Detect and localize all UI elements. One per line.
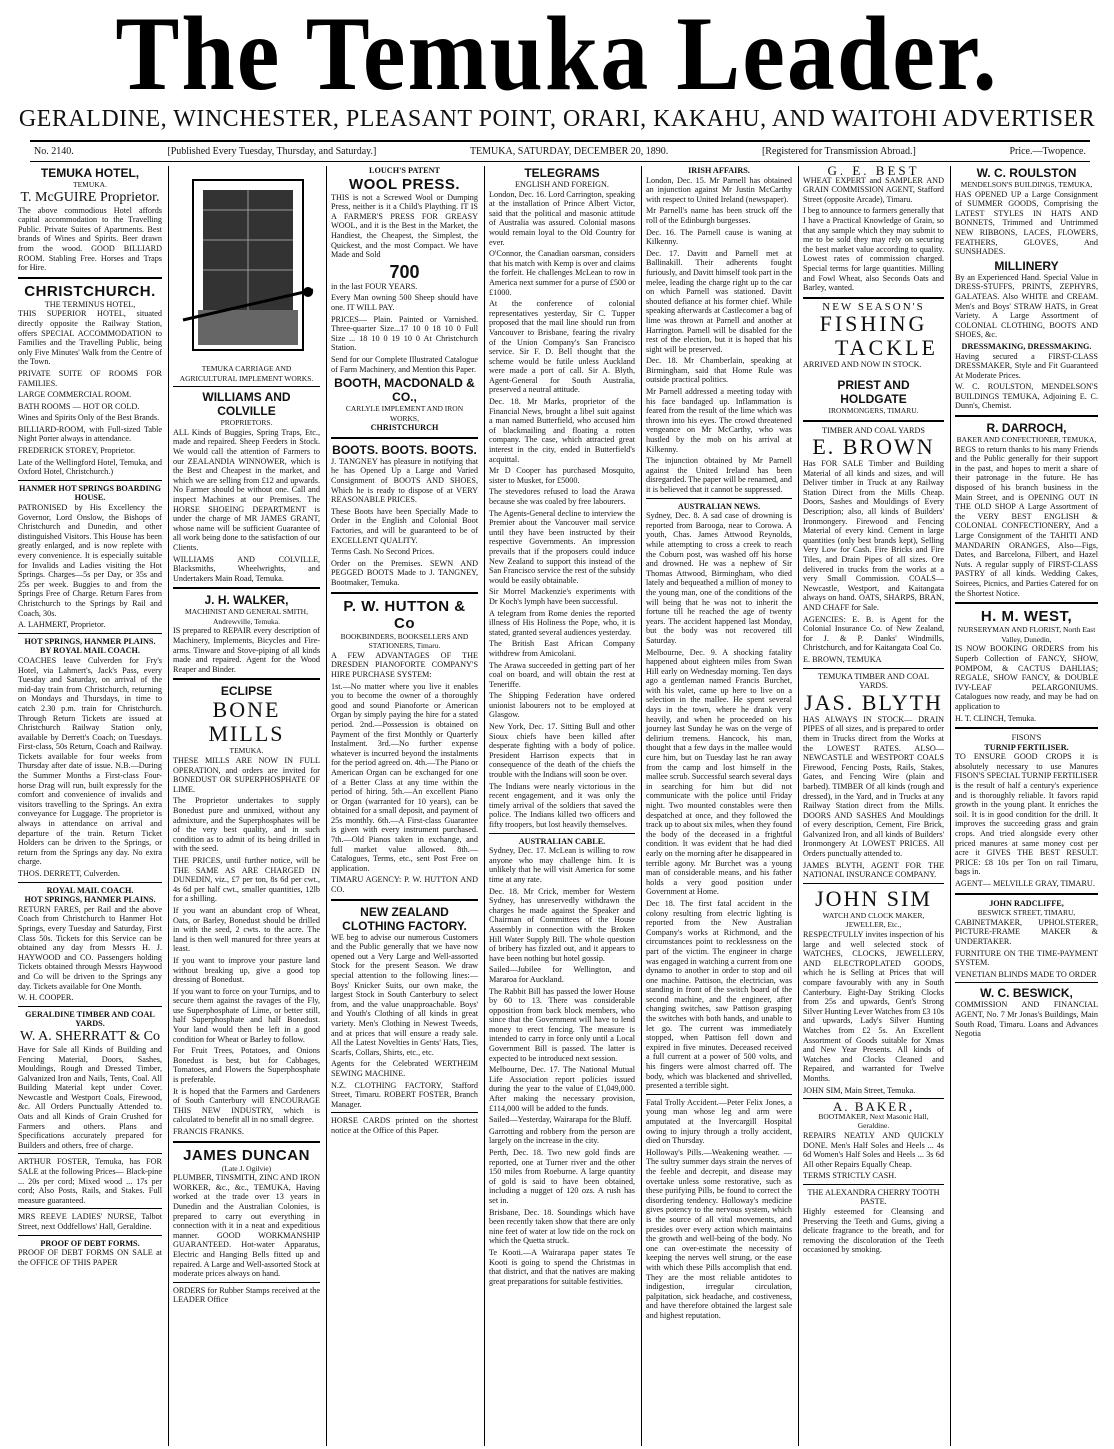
divider	[18, 277, 162, 279]
section-heading: AUSTRALIAN NEWS.	[677, 501, 761, 511]
ad-body: By an Experienced Hand. Special Value in DRESS-STUFFS, PRINTS, ZEPHYRS, GALATEAS. Also WHITE and CREAM. Men's and Boys' STRAW HATS, in Great Variety. A Large Assortment of COLONIAL CLOTHING, BOOTS AND SHOES, &c.	[955, 272, 1098, 340]
ad-heading: JAMES DUNCAN	[183, 1146, 310, 1164]
ad-subheading: BOOTMAKER, Next Masonic Hall, Geraldine.	[818, 1111, 929, 1131]
divider	[18, 633, 162, 634]
news-item: Holloway's Pills.—Weakening weather. —The sultry summer days strain the nerves of the feeble and decrepit, and disease may overtake unless some restorative, such as these purifying Pills, be found to correct the disordering tendency. Holloway's medicine gives potency to the nervous system, which is the source of all vital movements, and presides over every action which maintains the growth and well-being of the body. No one can over-estimate the necessity of keeping the nerves well strung, or the ease with which these Pills accomplish that end. They are the most reliable antidotes to indigestion, irregular circulation, palpitation, sick headache, and costiveness, and have therefore obtained the largest sale and highest reputation.	[646, 1147, 792, 1320]
column-5	[641, 166, 796, 1446]
news-item: Sir Morrel Mackenzie's experiments with Dr Koch's lymph have been successful.	[489, 587, 635, 606]
ad-heading: W. C. BESWICK,	[980, 986, 1073, 1001]
ad-body: MRS REEVE LADIES' NURSE, Talbot Street, next Oddfellows' Hall, Geraldine.	[18, 1212, 162, 1231]
ad-body: in the last FOUR YEARS.	[331, 281, 418, 291]
column-2	[168, 166, 324, 1446]
ad-body: If you want an abundant crop of Wheat, Oats, or Barley, Bonedust should be drilled in with the seed, 2 cwts. to the acre. The land is then well manured for three years at least.	[173, 905, 320, 954]
ad-heading: TEMUKA TIMBER AND COAL YARDS.	[817, 671, 930, 691]
ad-body: These Boots have been Specially Made to Order in the English and Colonial Boot Factories, and will be guaranteed to be of EXCELLENT QUALITY.	[331, 506, 478, 545]
column-6	[798, 166, 948, 1446]
news-item: The Rabbit Bill has passed the lower House by 60 to 13. There was considerable opposition from back block members, who since that the Government will have to lend money to erect fencing. The measure is intended to carry in force only until a Local Government Bill is passed. The latter is expected to be introduced next session.	[489, 986, 635, 1063]
ad-heading: TEMUKA HOTEL,	[40, 166, 140, 180]
divider	[18, 1153, 162, 1154]
ad-signature: FREDERICK STOREY, Proprietor.	[18, 446, 136, 456]
news-item: The Shipping Federation have ordered unionist labourers not to be employed at Glasgow.	[489, 691, 635, 720]
ad-subheading: PROPRIETORS.	[220, 418, 273, 428]
ad-signature: THOS. DERRETT, Culverden.	[18, 869, 120, 878]
ad-body: IS NOW BOOKING ORDERS from his Superb Collection of FANCY, SHOW, POMPOM, & CACTUS DAHLIAS; REGALE, SHOW FANCY, & DOUBLE IVY-LEAF PELARGONIUMS. Catalogues now ready, and may be had on application to	[955, 644, 1098, 711]
ad-body: HAS OPENED UP a Large Consignment of SUMMER GOODS, Comprising the LATEST STYLES IN HATS AND BONNETS, Trimmed and Untrimmed NEW RIBBONS, LACES, FLOWERS, FEATHERS, GLOVES, And SUNSHADES.	[955, 189, 1098, 257]
divider	[173, 1141, 320, 1143]
section-subheading: ENGLISH AND FOREIGN.	[515, 180, 609, 189]
news-item: Sydney, Dec. 8. A sad case of drowning is reported from Barooga, near to Corowa. A youth, Chas. James Attwood Reynolds, while attempting to cross a creek to reach the Coburn post, was washed off his horse and drowned. He was a nephew of Sir Thomas Attwood, Birmingham, who died lately and bequeathed a million of money to the young man, one of the conditions of the will being that he was not to inherit the fortune till he reached the age of twenty years. The accident happened last Monday, but the body was not recovered till Saturday.	[646, 511, 792, 645]
news-item: Dec. 17. Davitt and Parnell met at Ballinakill. Their adherents fought furiously, and Davitt himself took part in the melee, leading the charge right up to the car on which Parnell was stationed. Davitt shouted defiance at his former chief. While speaking afterwards at Castlecomer a bag of lime was thrown at Parnell and another at Harrington. Parnell will be disabled for the rest of the election, but it is hoped that his sight will be preserved.	[646, 248, 792, 354]
ad-heading: HOT SPRINGS, HANMER PLAINS.	[24, 895, 156, 905]
wool-press-illustration	[173, 170, 323, 360]
ad-body: WE beg to advise our numerous Customers and the Public generally that we have now opened out a Very Large and Well-assorted Stock for the present Season. We draw special attention to the following lines:— Boys' Knicker Suits, our own make, the largest Stock in South Canterbury to select from, and the value unapproachable. Boys' and Youth's Clothing of all kinds in great variety. Men's Clothing in Newest Tweeds, and at prices that will ensure a ready sale. All the Latest Novelties in Gents' Hats, Ties, Scarfs, Collars, Shirts, etc., etc.	[331, 932, 478, 1057]
divider	[173, 386, 320, 387]
ad-heading: GERALDINE TIMBER AND COAL YARDS.	[25, 1009, 155, 1029]
ad-body: PATRONISED by His Excellency the Governor, Lord Onslow, the Bishops of Christchurch and Dunedin, and other distinguished Visitors. This House has been greatly enlarged, and is now replete with every convenience. It is especially suitable for Invalids and Ladies visiting the Hot Springs. Charges—5s per Day, or 35s and 25s per week. Buggies to and from the Springs Free of Charge. Return Fares from Christchurch to the Springs by Rail and Coach, 30s.	[18, 503, 162, 618]
ad-body: J. TANGNEY has pleasure in notifying that he has Opened Up a Large and Varied Consignment of BOOTS AND SHOES, Which he is ready to dispose of at VERY REASONABLE PRICES.	[331, 456, 478, 505]
news-item: Dec. 18. Mr Crick, member for Western Sydney, has unreservedly withdrawn the charges he made against the Speaker and Chairman of Committees of the House Assembly in connection with the Broken Hill Water Supply Bill. The whole question of bribery has fizzled out, and it appears to have been nothing but hotel gossip.	[489, 886, 635, 963]
ad-heading: TIMBER AND COAL YARDS	[822, 425, 925, 435]
ad-body: ARRIVED AND NOW IN STOCK.	[803, 360, 922, 370]
ad-signature: N.Z. CLOTHING FACTORY, Stafford Street, Timaru. ROBERT FOSTER, Branch Manager.	[331, 1080, 478, 1109]
ad-body: THESE MILLS ARE NOW IN FULL OPERATION, and orders are invited for BONEDUST OR SUPERPHOSPHATE OF LIME.	[173, 756, 320, 794]
divider	[646, 1094, 792, 1095]
ad-subheading: BOOKBINDERS, BOOKSELLERS AND STATIONERS, Timaru.	[340, 631, 469, 651]
ad-body: Terms Cash. No Second Prices.	[331, 547, 435, 557]
ad-heading: J. H. WALKER,	[204, 593, 289, 608]
ad-subheading: TEMUKA.	[73, 180, 107, 189]
ad-signature: AGENT— MELVILLE GRAY, TIMARU.	[955, 879, 1095, 888]
ad-subheading: THE TERMINUS HOTEL,	[44, 299, 136, 309]
ad-body: FURNITURE ON THE TIME-PAYMENT SYSTEM.	[955, 948, 1098, 968]
ad-heading: MILLINERY	[994, 258, 1059, 273]
column-7	[950, 166, 1102, 1446]
divider	[955, 602, 1098, 604]
ad-body: RETURN FARES, per Rail and the above Coach from Christchurch to Hanmer Hot Springs, every Tuesday and Saturday, First Class 50s. Tickets for this Service can be obtained any day from Messrs H. J. HAYWOOD and CO. Passengers holding Tickets obtained through Messrs Haywood and Co will be driven to the Springs any day. Tickets available for One Month.	[18, 904, 162, 991]
newspaper-title: The Temuka Leader.	[115, 0, 999, 113]
column-3	[326, 166, 482, 1446]
ad-subheading: WATCH AND CLOCK MAKER, JEWELLER, Etc.,	[822, 910, 925, 930]
ad-body: If you want to force on your Turnips, and to secure them against the ravages of the Fly, use Superphosphate of Lime, or better still, half Superphosphate and half Bonedust. Your land would then be left in a good condition for Wheat or Barley to follow.	[173, 986, 320, 1044]
ad-body: HAS ALWAYS IN STOCK— DRAIN PIPES of all sizes, and is prepared to order them in Trucks direct from the Works at the LOWEST RATES. ALSO— NEWCASTLE and WESTPORT COALS Firewood, Fencing Posts, Rails, Stakes, Gates, and Fencing Wire (plain and barbed). TIMBER Of all kinds (rough and dressed), in the Yard, and in Trucks at any Railway Station direct from the Mills. DOORS AND SASHES And Mouldings of every description, Cement, Fire Brick, Galvanized Iron, and all kinds of Builders' Ironmongery At LOWEST PRICES. All Orders punctually attended to.	[803, 714, 944, 859]
ad-heading: W. C. ROULSTON	[976, 166, 1077, 180]
ad-body: It is hoped that the Farmers and Gardeners of South Canterbury will ENCOURAGE THIS NEW INDUSTRY, which is calculated to benefit all in no small degree.	[173, 1086, 320, 1125]
ad-name: E. BROWN	[812, 434, 935, 460]
news-item: The injunction obtained by Mr Parnell against the United Ireland has been disregarded. The paper will be renamed, and it is believed that it cannot be suppressed.	[646, 456, 792, 494]
ad-heading: THE ALEXANDRA CHERRY TOOTH PASTE.	[807, 1187, 940, 1207]
ad-body: IS prepared to REPAIR every description of Machinery, Implements, Bicycles and Fire-arms. Tinware and Stove-piping of all kinds made and repaired. Agent for the Wood Reaper and Binder.	[173, 626, 320, 674]
ad-body: I beg to announce to farmers generally that I have a Practical Knowledge of Grain, so that any sample which they may submit to me to be sold they may rely on securing the best market value according to quality. Lowest rates of commission charged. Special terms for large quantities. Milling and Fowl Wheat, also Seconds Oats and Barley, wanted.	[803, 206, 944, 293]
issue-number: No. 2140.	[34, 146, 74, 157]
ad-body: Send for our Complete Illustrated Catalogue of Farm Machinery, and Mention this Paper.	[331, 354, 478, 374]
sold-count: 700	[389, 261, 420, 282]
masthead	[0, 0, 1114, 145]
registration-note: [Registered for Transmission Abroad.]	[761, 146, 916, 157]
news-item: O'Connor, the Canadian oarsman, considers that his match with Kemp is over and claims the forfeit. He challenges McLean to row in America next summer for a purse of £500 or £1000.	[489, 249, 635, 297]
ad-body: THE PRICES, until further notice, will be THE SAME AS ARE CHARGED IN DUNEDIN, viz., £7 per ton, 8s 6d per cwt., 4s 6d per half cwt., smaller quantities, 12lb for a shilling.	[173, 855, 320, 904]
news-item: Perth, Dec. 18. Two new gold finds are reported, one at Turner river and the other 150 miles from Roeburne. A large quantity of gold is said to have been obtained, including a nugget of 120 ozs. A rush has set in.	[489, 1148, 635, 1205]
news-item: London, Dec. 16. Lord Carrington, speaking at the installation of Prince Albert Victor, said that the political and masonic attitude of Australia was assured. Colonial masons would remain loyal to the Old Country for ever.	[489, 189, 635, 247]
illustration-caption: TEMUKA CARRIAGE AND AGRICULTURAL IMPLEMENT WORKS.	[179, 364, 314, 383]
ad-signature: Order on the Premises. SEWN AND PEGGED BOOTS Made to J. TANGNEY, Bootmaker, Temuka.	[331, 558, 478, 587]
divider	[803, 883, 944, 884]
divider	[331, 899, 478, 901]
ad-body: The Proprietor undertakes to supply Bonedust pure and unmixed, without any admixture, and the Superphosphates will be of the very best quality, and in such condition as to admit of its being drilled in with the seed.	[173, 796, 320, 854]
news-item: Dec 18. The first fatal accident in the colony resulting from electric lighting is reported from the New Australian Company's works at Richmond, and the circumstances point to recklessness on the part of the victim. The engineer in charge was engaged in watching a current from one dynamo to another in order to stop and oil one machine. Pattison, the electrician, was standing in front of the switch board of the second machine, and the engineer, after changing switches, saw Pattison grasping the switches with both hands, and unable to let go. The current was immediately stopped, when Pattison fell down and expired in five minutes. Deceased received a full current at a power of 500 volts, and his fingers were almost charred off. The body, which was blackened and shrivelled, presented a terrible sight.	[646, 898, 792, 1091]
ad-subheading: (Late J. Ogilvie)	[221, 1163, 272, 1173]
ad-heading: DRESSMAKING, DRESSMAKING.	[961, 341, 1092, 351]
ad-subheading: IRONMONGERS, TIMARU.	[828, 405, 919, 415]
ad-body: AGENCIES: E. B. is Agent for the Colonial Insurance Co. of New Zealand, for J. & P. Danks' Windmills, Christchurch, and for Kaitangata Coal Co.	[803, 614, 944, 653]
news-item: Mr Parnell addressed a meeting today with his face bandaged up. Inflammation is feared from the result of the lime which was thrown into his eyes. The crowd threatened vengeance on Mr McCarthy, who was hustled by the mob on his arrival at Kilkenny.	[646, 387, 792, 454]
ad-body: TO ENSURE GOOD CROPS it is absolutely necessary to use Manures FISON'S SPECIAL TURNIP FERTILISER is the result of half a century's experience and is thoroughly reliable. It favors rapid growth in the young plant. It enriches the soil. It is in good condition for the drill. It improves the succeeding grass and grain crops. And tried alongside every other priced manures at same money cost per acre it GIVES THE BEST RESULT. PRICE: £8 10s per Ton on rail Timaru, bags in.	[955, 752, 1098, 877]
news-item: Sailed—Jubilee for Wellington, and Mararoa for Auckland.	[489, 965, 635, 984]
ad-heading: PROOF OF DEBT FORMS.	[40, 1238, 140, 1248]
news-item: Dec. 16. The Parnell cause is waning at Kilkenny.	[646, 227, 792, 247]
divider	[646, 498, 792, 499]
ad-signature: W. C. ROULSTON, MENDELSON'S BUILDINGS TEMUKA, Adjoining E. C. Dunn's, Chemist.	[955, 382, 1098, 411]
ad-signature: TIMARU AGENCY: P. W. HUTTON AND CO.	[331, 875, 478, 895]
ad-name: JOHN SIM	[815, 885, 932, 911]
ad-heading: H. M. WEST,	[980, 608, 1073, 626]
issue-date: TEMUKA, SATURDAY, DECEMBER 20, 1890.	[469, 146, 669, 157]
news-item: Te Kooti.—A Wairarapa paper states Te Kooti is going to spend the Christmas in that district, and that the natives are making great preparations for suitable festivities.	[489, 1247, 635, 1286]
ad-heading: BONE MILLS	[208, 697, 285, 747]
news-item: Dec. 18. Mr Chamberlain, speaking at Birmingham, said that Home Rule was outside practical politics.	[646, 356, 792, 385]
ad-heading: FISON'S	[1011, 733, 1042, 743]
ad-subheading: CARLYLE IMPLEMENT AND IRON WORKS,	[345, 404, 464, 423]
ad-body: ALL Kinds of Buggies, Spring Traps, Etc., made and repaired. Sheep Feeders in Stock. We would call the attention of Farmers to our ZEALANDIA WINNOWER, which is the Best and Cheapest in the market, and which we are selling from £12 and upwards. No Farmer should be without one. Call and inspect Machines at our Premises. The HORSE SHOEING DEPARTMENT is under the charge of MR JAMES GRANT, whose name will be sufficient Guarantee of all work being done to the satisfaction of our Clients.	[173, 427, 320, 552]
divider	[955, 415, 1098, 417]
ad-proprietor: T. McGUIRE Proprietor.	[20, 189, 160, 205]
ad-heading: WOOL PRESS.	[348, 175, 461, 193]
news-item: The stevedores refused to load the Arawa because she was coaled by free labourers.	[489, 487, 635, 506]
ad-heading: NEW SEASON'S	[822, 300, 925, 313]
ad-heading: P. W. HUTTON & Co	[343, 597, 466, 632]
news-item: Sailed—Yesterday, Wairarapa for the Bluff.	[489, 1115, 632, 1125]
divider	[955, 982, 1098, 983]
newspaper-subtitle: GERALDINE, WINCHESTER, PLEASANT POINT, ORARI, KAKAHU, AND WAITOHI ADVERTISER	[18, 106, 1096, 132]
ad-body: Wines and Spirits Only of the Best Brands.	[18, 413, 160, 423]
ad-signature: H. T. CLINCH, Temuka.	[955, 713, 1037, 723]
news-item: The Agents-General decline to interview the Premier about the Vancouver mail service until they have been instructed by their respective Governments. An impression prevails that if the proposers could induce New Zealand to support this instead of the San Francisco service the rest of the subsidy would be easily obtainable.	[489, 508, 635, 585]
ad-name: W. A. SHERRATT & Co	[19, 1028, 161, 1044]
ad-signature: W. H. COOPER.	[18, 993, 74, 1003]
section-heading: TELEGRAMS	[524, 166, 600, 180]
divider	[173, 678, 320, 680]
news-item: New York, Dec. 17. Sitting Bull and other Sioux chiefs have been killed after desperate fighting with a body of police. President Harrison expects that in consequence of the death of the chiefs the trouble with the Indians will soon be over.	[489, 722, 635, 780]
divider	[489, 833, 635, 834]
ad-body: Every Man owning 500 Sheep should have one. IT WILL PAY.	[331, 293, 478, 312]
ad-body: Has FOR SALE Timber and Building Material of all kinds and sizes, and will Deliver timber in Truck at any Railway Station Direct from the Mills Cheap. Doors, Sashes and Mouldings of Every Description; also, all kinds of Builders' Ironmongery. Firewood and Fencing Material of every kind. Cement in large quantities (only best brands kept), Selling Very Low for Cash. Fire Bricks and Fire Tiles, and Drain Pipes of all sizes. Ore delivered in trucks from the works at a very Small Commission. COALS—Newcastle, Westport, and Kaitangata always on hand. OATS, SHARPS, BRAN, AND CHAFF for Sale.	[803, 459, 944, 612]
ad-body: The above commodious Hotel affords capital accommodation to the Travelling Public. Private Suites of Apartments. Best brands of Wines and Spirits. Beer drawn from the wood. GOOD BILLIARD ROOM. Stabling Free. Horses and Traps for Hire.	[18, 205, 162, 273]
ad-subheading: MACHINIST AND GENERAL SMITH, Andrewville, Temuka.	[185, 607, 308, 626]
ad-heading: CHRISTCHURCH.	[24, 282, 156, 300]
divider	[18, 1208, 162, 1209]
divider	[803, 420, 944, 422]
ad-body: Have for Sale all Kinds of Building and Fencing Material, Doors, Sashes, Mouldings, Rough and Dressed Timber, Galvanized Iron and Nails, Tents, Coal. All Building Material kept under Cover. Newcastle and Westport Coals, Firewood, &c. All Orders Punctually Attended to. Oats and all Kinds of Grain Crushed for Farmers and others. Plans and Specifications accurately prepared for Builders and others, free of charge.	[18, 1044, 162, 1150]
ad-signature: WILLIAMS AND COLVILLE, Blacksmiths, Wheelwrights, and Undertakers Main Road, Temuka.	[173, 554, 320, 583]
ad-body: PLUMBER, TINSMITH, ZINC AND IRON WORKER, &c., &c., TEMUKA, Having worked at the trade over 13 years in Dunedin and the Australian Colonies, is prepared to carry out everything in connection with it in a neat and expeditious manner. GOOD WORKMANSHIP GUARANTEED. Hot-water Apparatus, Electric and Hanging Bells fitted up and repaired. A Large and Well-assorted Stock at moderate prices always on hand.	[173, 1173, 320, 1279]
ad-heading: ECLIPSE	[220, 684, 273, 699]
divider	[955, 727, 1098, 729]
divider	[18, 480, 162, 481]
news-item: Melbourne, Dec. 9. A shocking fatality happened about eighteen miles from Swan Hill early on Wednesday morning. Ten days ago a gentleman named Francis Burchet, with his valet, came up here to live on a selection in the mallee. He spent several days in the town, where he drank very heavily, and when he proceeded on his journey last Sunday he was on the verge of delirium tremens. Hancock, his man, thought that a few days in the mallee would cure him, but on Tuesday last he ran away from the camp and lost himself in the mallee scrub. Successful search several days in searching for him but did not communicate with the police until Friday night. Two mounted constables were then despatched at once, and they followed the track up to about six miles, when they found the body of the deceased in a frightful condition. It was evident that he had died early on the morning after he disappeared in terrible agony. Mr Burchet was a young man of considerable means, and his father holds a very good position under Government at Home.	[646, 647, 792, 897]
column-1	[14, 166, 166, 1446]
divider	[803, 1184, 944, 1185]
ad-body: BILLIARD-ROOM, with Full-sized Table Night Porter always in attendance.	[18, 424, 162, 444]
section-heading: AUSTRALIAN CABLE.	[518, 836, 606, 846]
news-item: Brisbane, Dec. 18. Soundings which have been recently taken show that there are only nine feet of water at low tide on the rock on which the Quetta struck.	[489, 1207, 635, 1246]
ad-heading: R. DARROCH,	[986, 421, 1067, 436]
divider	[803, 668, 944, 669]
ad-heading: TURNIP FERTILISER.	[984, 742, 1069, 752]
ad-body: BATH ROOMS — HOT OR COLD.	[18, 401, 140, 411]
ad-heading: TACKLE	[834, 335, 938, 361]
ad-heading: LOUCH'S PATENT	[369, 166, 440, 175]
news-item: Garrotting and robbery from the person are largely on the increase in the city.	[489, 1126, 635, 1146]
ad-body: ORDERS for Rubber Stamps received at the LEADER Office	[173, 1285, 320, 1305]
news-item: The Arawa succeeded in getting part of her coal on board, and will obtain the rest at Teneriffe.	[489, 660, 635, 689]
news-item: London, Dec. 15. Mr Parnell has obtained an injunction against Mr Justin McCarthy with respect to United Ireland (newspaper).	[646, 175, 792, 204]
news-item: Fatal Trolly Accident.—Peter Felix Jones, a young man whose leg and arm were amputated at the Invercargill Hospital owing to injury through a trolly accident, died on Thursday.	[646, 1097, 792, 1146]
ad-heading: HOT SPRINGS, HANMER PLAINS. BY ROYAL MAIL COACH.	[24, 636, 156, 656]
ad-body: ARTHUR FOSTER, Temuka, has FOR SALE at the following Prices— Black-pine ... 20s per cord; Mixed wood ... 17s per cord; Also Posts, Rails, and Stakes. Full measure guaranteed.	[18, 1157, 162, 1205]
ad-body: CABINETMAKER, UPHOLSTERER, PICTURE-FRAME MAKER & UNDERTAKER.	[955, 917, 1098, 946]
ad-heading: BOOTH, MACDONALD & CO.,	[334, 376, 475, 405]
ad-heading: WILLIAMS AND COLVILLE	[202, 390, 291, 419]
ad-signature: FRANCIS FRANKS.	[173, 1127, 244, 1136]
news-item: Melbourne, Dec. 17. The National Mutual Life Association report policies issued during the year to the value of £1,049,000. After making the necessary provision, £114,000 will be added to the funds.	[489, 1065, 635, 1113]
columns	[14, 166, 1104, 1446]
ad-body: VENETIAN BLINDS MADE TO ORDER	[955, 969, 1097, 979]
ad-subheading: CHRISTCHURCH	[370, 423, 439, 433]
ad-body: BEGS to return thanks to his many Friends and the Public generally for their support in the past, and hopes to merit a share of their patronage in the future. He has disposed of his branch business in the Main Street, and is OPENING OUT IN THE OLD SHOP A Large Assortment of the VERY BEST ENGLISH & COLONIAL CONFECTIONERY, And a Large Consignment of the TAHITI AND MANDARIN ORANGES, Also—Figs, Dates, and Barcelona, Filbert, and Hazel Nuts. A regular supply of FIRST-CLASS PASTRY of all kinds. Wedding Cakes, Soirees, Picnics, and Parties Catered for on the Shortest Notice.	[955, 444, 1098, 598]
divider	[173, 587, 320, 589]
news-item: Mr Parnell's name has been struck off the roll of the Edinburgh burgesses.	[646, 206, 792, 225]
ad-heading: JOHN RADCLIFFE,	[989, 898, 1064, 908]
ad-signature: JAMES BLYTH, AGENT FOR THE NATIONAL INSURANCE COMPANY.	[803, 860, 944, 880]
ad-body: COACHES leave Culverden for Fry's Hotel, via Lahmert's, Jack's Pass, every Tuesday and Saturday, on arrival of the mid-day train from Christchurch, returning on Mondays and Thursdays, in time to catch 2.30 p.m. train for Christchurch. Through Return Tickets are issued at Christchurch Railway Station only, available by Derrett's Coach; on Tuesdays. First-class, 50s Return, Coach and Railway. Tickets available for four weeks from Thursday after date of issue. N.B.—During the Summer Months a First-class Four-horse Drag will run, built expressly for the comfort and convenience of invalids and visitors travelling to the Springs. An extra conveyance for Luggage. The proprietor is always in attendance on arrival and departure of the train. Return Ticket Holders can be driven to the Springs, or return from the Springs any day. No extra charge.	[18, 655, 162, 867]
ad-body: If you want to improve your pasture land without breaking up, give a good top dressing of Bonedust.	[173, 955, 320, 985]
price-list: PRICES— Plain. Painted or Varnished. Three-quarter Size...17 10 0 18 10 0 Full Size ... 18 10 0 19 10 0 At Christchurch Station.	[331, 314, 478, 353]
ad-heading: HANMER HOT SPRINGS BOARDING HOUSE.	[18, 483, 161, 503]
ad-body: Late of the Wellingford Hotel, Temuka, and Oxford Hotel, Christchurch.)	[18, 457, 162, 477]
ad-body: THIS SUPERIOR HOTEL, situated directly opposite the Railway Station, offers SPECIAL ACCOMMODATION to Families and the Travelling Public, being only Five Minutes' Walk from the Centre of the Town.	[18, 309, 162, 367]
section-heading: IRISH AFFAIRS.	[688, 166, 750, 175]
ad-body: PRIVATE SUITE OF ROOMS FOR FAMILIES.	[18, 368, 162, 388]
ad-body: THIS is not a Screwed Wool or Dumping Press, neither is it a Child's Plaything. IT IS A FARMER'S PRESS FOR GREASY WOOL, and it is the Best in the Market, the Handiest, the Cheapest, the Simplest, the Quickest, and the most Compact. We have Made and Sold	[331, 192, 478, 260]
news-item: The British East African Company withdrew from Amicolani.	[489, 639, 635, 658]
divider	[173, 1282, 320, 1283]
column-4	[484, 166, 639, 1446]
ad-heading: ROYAL MAIL COACH.	[46, 885, 134, 895]
ad-body: PROOF OF DEBT FORMS ON SALE at the OFFICE OF THIS PAPER	[18, 1248, 162, 1267]
ad-body: WHEAT EXPERT and SAMPLER AND GRAIN COMMISSION AGENT, Stafford Street (opposite Arcade), Timaru.	[803, 175, 944, 204]
ad-heading: G. E. BEST	[827, 166, 920, 178]
news-item: The Indians were nearly victorious in the recent engagement, and it was only the timely arrival of the soldiers that saved the police. The Indians killed two officers and fifty troopers, but lost heavily themselves.	[489, 781, 635, 829]
ad-body: RESPECTFULLY invites inspection of his large and well selected stock of WATCHES, CLOCKS, JEWELLERY, AND ELECTROPLATED GOODS, which he is Selling at Prices that will compare favourably with any in South Canterbury. Eight-Day Striking Clocks from 25s and upwards, Gent's Strong Silver Hunting Lever Watches from £3 10s and upwards, Lady's Silver Hunting Watches from £2 5s. An Excellent Assortment of Goods suitable for Xmas and New Year Presents. All kinds of Watches and Clocks Cleaned and Repaired, and warranted for Twelve Months.	[803, 930, 944, 1083]
ad-signature: E. BROWN, TEMUKA	[803, 654, 882, 664]
news-item: At the conference of colonial representatives yesterday, Sir C. Tupper proposed that the mail line should run from Vancouver to Brisbane, fearing the rivalry of the Union Company's San Francisco service. Sir F. D. Bell thought that the scheme would be futile unless Auckland were made a port of call. Sir A. Blyth, Agent-General for South Australia, preserved a neutral attitude.	[489, 299, 635, 395]
ad-subheading: BAKER AND CONFECTIONER, TEMUKA,	[956, 435, 1097, 445]
ad-signature: JOHN SIM, Main Street, Temuka.	[803, 1085, 916, 1095]
news-item: Sydney, Dec. 17. McLean is willing to row anyone who may challenge him. It is unlikely that he will visit America for some time at any rate.	[489, 846, 635, 884]
ad-body: For Fruit Trees, Potatoes, and Onions Bonedust is best, but for Cabbages, Tomatoes, and Flowers the Superphosphate is preferable.	[173, 1046, 320, 1085]
ad-heading: A. BAKER,	[832, 1099, 915, 1115]
news-item: Mr D Cooper has purchased Mosquito, sister to Musket, for £5000.	[489, 466, 635, 485]
divider	[331, 1112, 478, 1113]
ad-signature: A. LAHMERT, Proprietor.	[18, 620, 106, 630]
ad-subheading: TEMUKA.	[229, 746, 264, 756]
news-item: Dec. 18. Mr Marks, proprietor of the Financial News, brought a libel suit against a man named Butterfield, who accused him of blackmailing and floating a rotten company. The case, which attracted great interest in the city, ended in Butterfield's acquittal.	[489, 397, 635, 464]
divider	[803, 297, 944, 299]
issue-price: Price.—Twopence.	[1009, 146, 1086, 157]
divider	[18, 1006, 162, 1007]
ad-body: TERMS STRICTLY CASH.	[803, 1171, 897, 1181]
ad-name: JAS. BLYTH	[804, 689, 943, 715]
divider	[18, 1235, 162, 1236]
ad-subheading: MENDELSON'S BUILDINGS, TEMUKA,	[960, 180, 1093, 189]
news-item: A telegram from Rome denies the reported illness of His Holiness the Pope, who, it is stated, granted several audiences yesterday.	[489, 608, 635, 637]
ad-body: HORSE CARDS printed on the shortest notice at the Office of this Paper.	[331, 1116, 478, 1135]
ad-body: 1st.—No matter where you live it enables you to become the owner of a thoroughly good and sound Pianoforte or American Organ by simply paying the hire for a stated period. 2nd.—Possession is obtained on Payment of the first Monthly or Quarterly Instalment. 3rd.—No further expense whatever is incurred beyond the instalments for the period agreed on. 4th.—The Piano or American Organ can be exchanged for one of a Better Class at any time within the period of hiring. 5th.—An excellent Piano or Organ (warranted for 10 years), can be obtained for a small deposit, and payment of 25s monthly. 6th.—A First-class Guarantee is given with every instrument purchased. 7th.—Old Pianos taken in exchange, and full market value allowed. 8th.—Catalogues, Terms, etc., sent Post Free on application.	[331, 681, 478, 873]
ad-body: REPAIRS NEATLY AND QUICKLY DONE. Men's Half Soles and Heels ... 4s 6d Women's Half Soles and Heels ... 3s 6d All other Repairs Equally Cheap.	[803, 1130, 944, 1169]
ad-subheading: BESWICK STREET, TIMARU,	[977, 908, 1076, 918]
ad-subheading: NURSERYMAN AND FLORIST, North East Valley, Dunedin,	[957, 625, 1096, 644]
ad-body: COMMISSION AND FINANCIAL AGENT, No. 7 Mr Jonas's Buildings, Main South Road, Timaru. Loans and Advances Negotia	[955, 1000, 1098, 1039]
divider	[18, 882, 162, 883]
ad-body: A FEW ADVANTAGES OF THE DRESDEN PIANOFORTE COMPANY'S HIRE PURCHASE SYSTEM:	[331, 650, 478, 679]
ad-heading: NEW ZEALAND CLOTHING FACTORY.	[342, 904, 467, 933]
ad-body: LARGE COMMERCIAL ROOM.	[18, 390, 132, 400]
ad-heading: PRIEST AND HOLDGATE	[837, 377, 910, 406]
ad-body: Highly esteemed for Cleansing and Preserving the Teeth and Gums, giving a delicate fragrance to the breath, and for removing the discoloration of the Teeth occasioned by smoking.	[803, 1207, 944, 1255]
ad-body: Having secured a FIRST-CLASS DRESSMAKER, Style and Fit Guaranteed At Moderate Prices.	[955, 351, 1098, 380]
ad-body: Agents for the Celebrated WERTHEIM SEWING MACHINE.	[331, 1059, 478, 1078]
divider	[331, 592, 478, 594]
ad-heading: BOOTS. BOOTS. BOOTS.	[332, 442, 477, 457]
ad-heading: FISHING	[819, 311, 928, 337]
divider	[955, 893, 1098, 895]
divider	[331, 437, 478, 439]
dateline	[30, 140, 1090, 162]
publication-schedule: [Published Every Tuesday, Thursday, and Saturday.]	[167, 146, 377, 157]
